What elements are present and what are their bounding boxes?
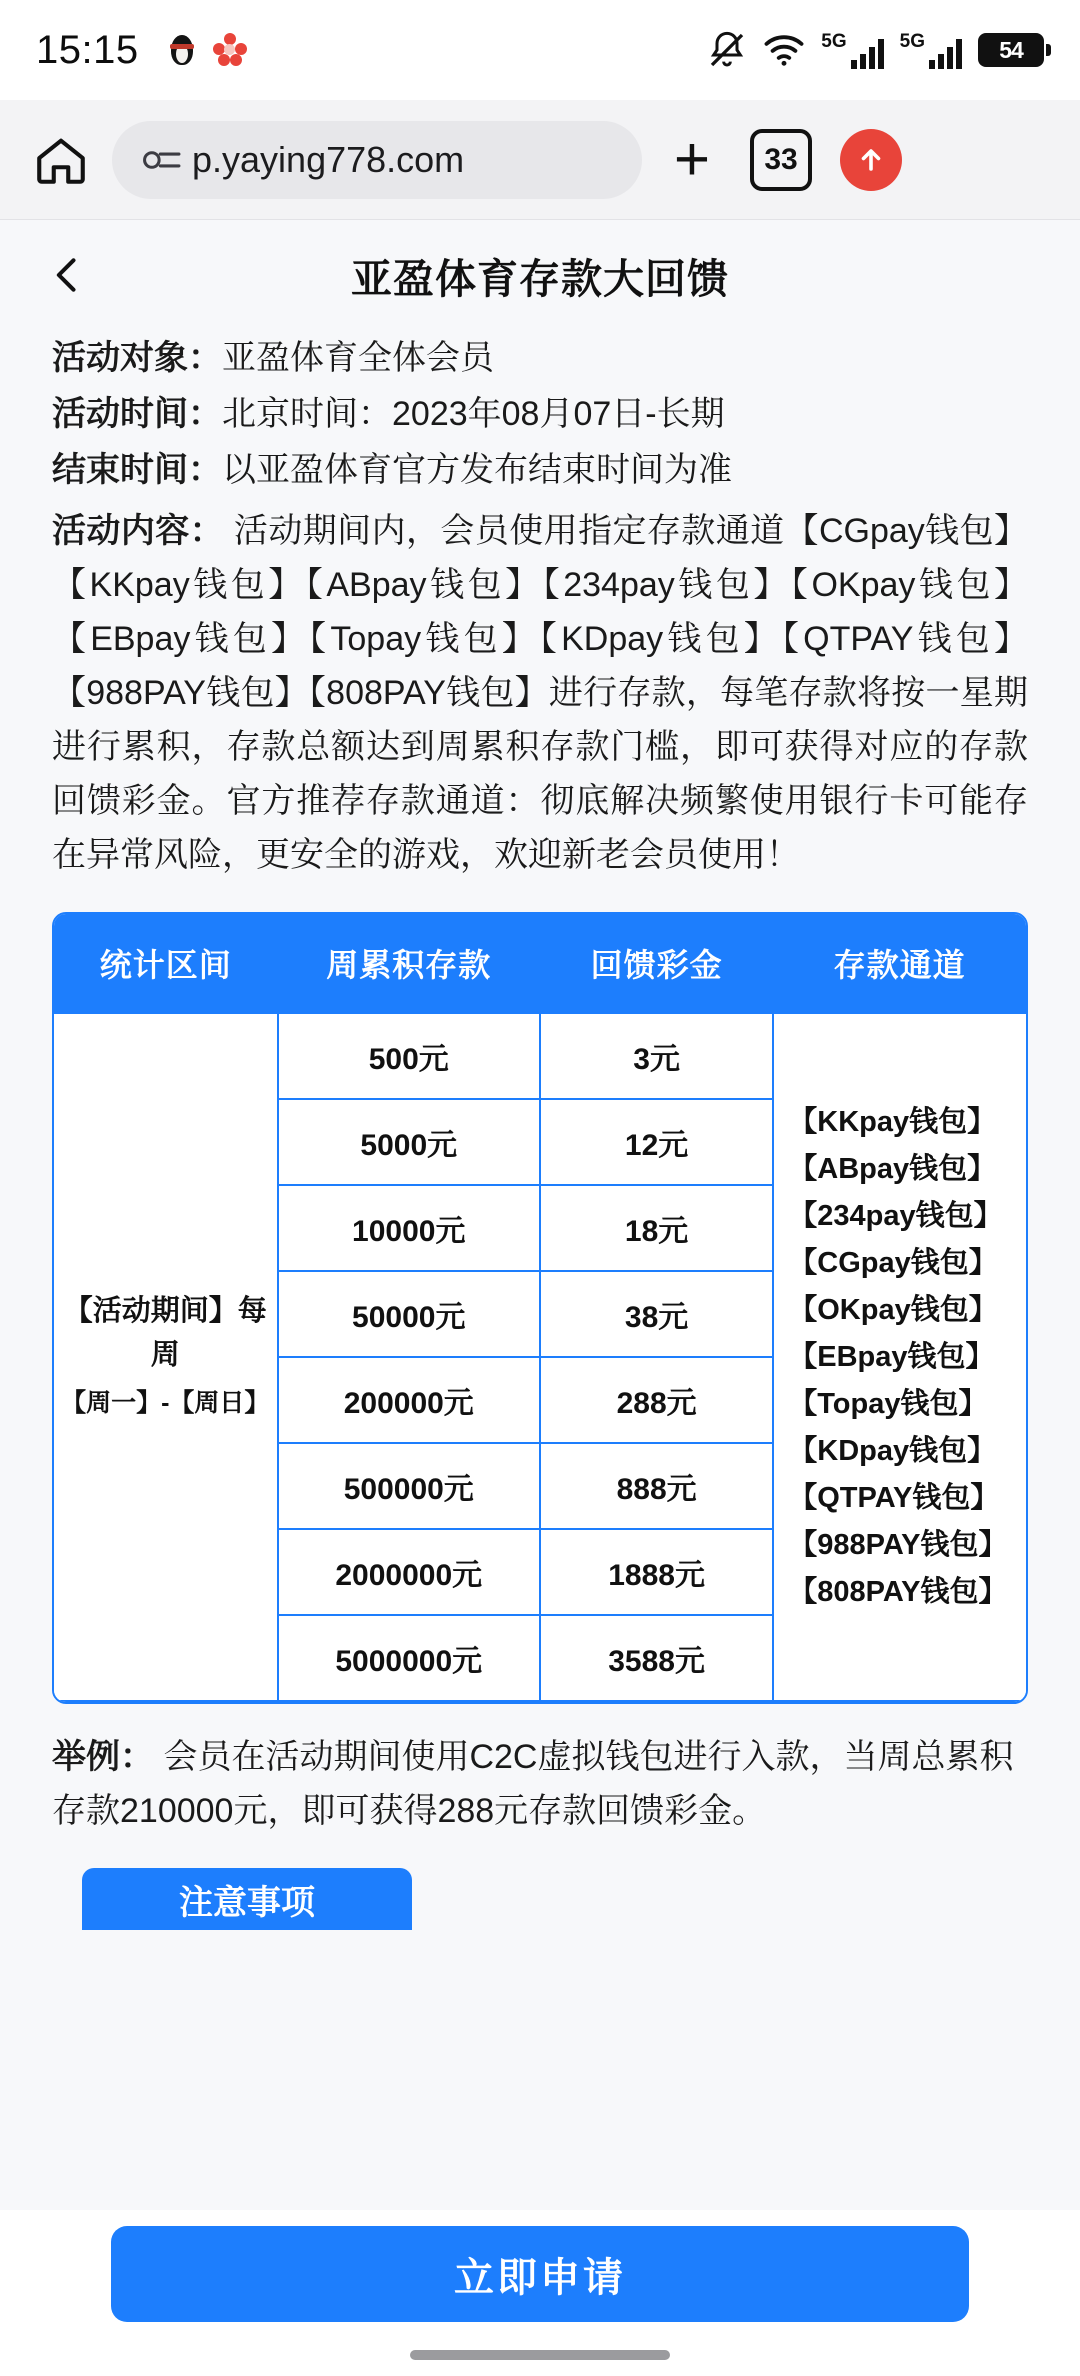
detail-label: 活动对象： [52,339,222,377]
detail-label: 活动时间： [52,395,222,433]
table-cell-deposit: 2000000元 [278,1529,540,1615]
table-cell-deposit: 200000元 [278,1357,540,1443]
cta-bar [0,2210,1080,2376]
table-cell-channels: 【KKpay钱包】【ABpay钱包】【234pay钱包】【CGpay钱包】【OKpay钱包】【EBpay钱包】【Topay钱包】【KDpay钱包】【QTPAY钱包】【988PAY钱包】【808PAY钱包】 [773,1013,1026,1701]
address-bar[interactable] [112,121,642,199]
tab-counter-button[interactable]: 33 [750,129,812,191]
table-cell-deposit: 50000元 [278,1271,540,1357]
status-clock: 15:15 [36,27,139,72]
table-cell-deposit: 10000元 [278,1185,540,1271]
page-content [0,220,1080,2376]
table-header-cell: 周累积存款 [278,914,540,1013]
activity-content [52,504,1028,882]
period-main: 【活动期间】每周 [63,1295,267,1371]
browser-toolbar [0,100,1080,220]
apply-now-button[interactable]: 立即申请 [111,2226,969,2322]
table-row [54,1013,1026,1099]
period-sub: 【周一】-【周日】 [61,1389,270,1417]
detail-label: 结束时间： [52,451,222,489]
url-text[interactable]: p.yaying778.com [192,138,465,180]
table-cell-bonus: 12元 [540,1099,773,1185]
example-label: 举例： [52,1738,154,1776]
gesture-home-bar[interactable] [410,2350,670,2360]
table-cell-deposit: 5000000元 [278,1615,540,1701]
rebate-table [52,912,1028,1704]
detail-row [52,330,1028,386]
battery-indicator [978,33,1044,67]
status-notification-icons [165,33,247,67]
network-type-label-2: 5G [899,30,925,52]
detail-value: 亚盈体育全体会员 [222,339,494,377]
detail-row [52,442,1028,498]
home-icon[interactable] [26,125,96,195]
table-header-cell: 存款通道 [773,914,1026,1013]
wifi-icon [763,30,805,70]
notice-tab-button[interactable]: 注意事项 [82,1868,412,1930]
new-tab-button[interactable]: + [673,124,711,194]
table-header-cell: 统计区间 [54,914,278,1013]
activity-content-text: 活动期间内，会员使用指定存款通道【CGpay钱包】【KKpay钱包】【ABpay钱包】【234pay钱包】【OKpay钱包】【EBpay钱包】【Topay钱包】【KDpay钱包】【QTPAY钱包】【988PAY钱包】【808PAY钱包】进行存款，每笔存款将按一星期进行累积，存款总额达到周累积存款门槛，即可获得对应的存款回馈彩金。官方推荐存款通道：彻底解决频繁使用银行卡可能存在异常风险，更安全的游戏，欢迎新老会员使用！ [52,512,1029,874]
table-cell-deposit: 5000元 [278,1099,540,1185]
status-system-icons [707,30,1044,70]
example-body: 会员在活动期间使用C2C虚拟钱包进行入款，当周总累积存款210000元，即可获得288元存款回馈彩金。 [52,1738,1014,1830]
table-cell-bonus: 18元 [540,1185,773,1271]
signal-icon-2 [900,32,962,69]
table-cell-deposit: 500000元 [278,1443,540,1529]
qq-penguin-icon [165,33,199,67]
table-cell-bonus: 3元 [540,1013,773,1099]
detail-row [52,386,1028,442]
table-cell-bonus: 888元 [540,1443,773,1529]
table-header-cell: 回馈彩金 [540,914,773,1013]
detail-value: 北京时间：2023年08月07日-长期 [222,395,725,433]
network-type-label-1: 5G [821,30,847,52]
status-bar [0,0,1080,100]
detail-value: 以亚盈体育官方发布结束时间为准 [222,451,732,489]
upload-arrow-icon[interactable] [840,129,902,191]
bell-muted-icon [707,30,747,70]
table-cell-bonus: 3588元 [540,1615,773,1701]
signal-icon-1 [821,32,883,69]
table-header-row [54,914,1026,1013]
table-cell-bonus: 288元 [540,1357,773,1443]
table-cell-bonus: 38元 [540,1271,773,1357]
activity-content-label: 活动内容： [52,512,225,550]
page-title: 亚盈体育存款大回馈 [351,255,729,302]
flower-app-icon [213,33,247,67]
table-cell-period [54,1013,278,1701]
example-text [52,1730,1028,1838]
back-chevron-icon[interactable] [46,253,90,297]
table-cell-bonus: 1888元 [540,1529,773,1615]
battery-level-label: 54 [999,36,1023,63]
table-cell-deposit: 500元 [278,1013,540,1099]
site-settings-icon[interactable] [140,143,184,177]
page-header [0,220,1080,330]
